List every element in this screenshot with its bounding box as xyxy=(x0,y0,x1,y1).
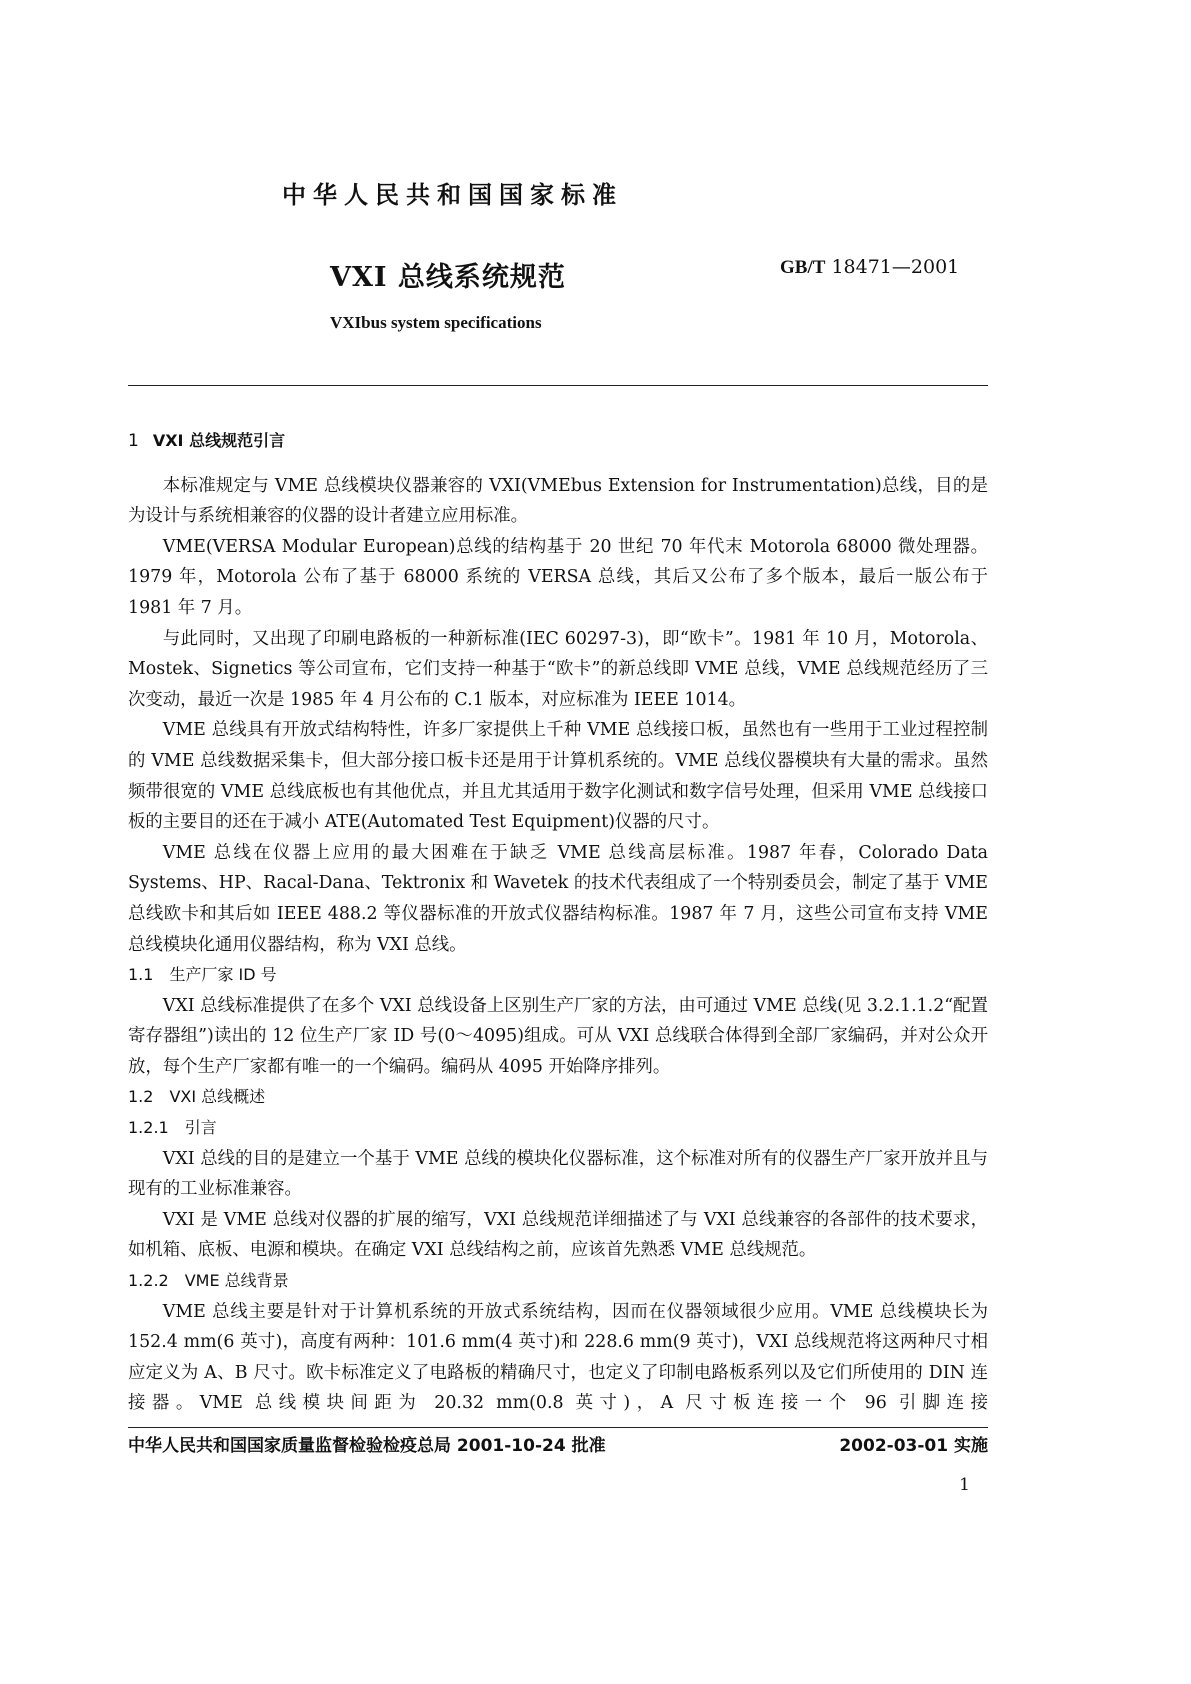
section-title: VXI 总线概述 xyxy=(169,1087,266,1107)
section-heading xyxy=(128,426,988,457)
section-title: 引言 xyxy=(184,1118,217,1138)
paragraph: VXI 总线标准提供了在多个 VXI 总线设备上区别生产厂家的方法，由可通过 VME 总线(见 3.2.1.1.2“配置寄存器组”)读出的 12 位生产厂家 ID 号(0～4095)组成。可从 VXI 总线联合体得到全部厂家编码，并对公众开放，每个生产厂家都有唯一的一个编码。编码从 4095 开始降序排列。 xyxy=(128,995,988,1077)
section-title: 生产厂家 ID 号 xyxy=(169,965,277,985)
english-title: VXIbus system specifications xyxy=(330,313,542,332)
footer-divider xyxy=(128,1427,988,1428)
document-body xyxy=(128,426,988,1419)
section-title: VME 总线背景 xyxy=(184,1271,289,1291)
paragraph: VME 总线在仪器上应用的最大困难在于缺乏 VME 总线高层标准。1987 年春，Colorado Data Systems、HP、Racal-Dana、Tektronix 和 Wavetek 的技术代表组成了一个特别委员会，制定了基于 VME 总线欧卡和其后如 IEEE 488.2 等仪器标准的开放式仪器结构标准。1987 年 7 月，这些公司宣布支持 VME 总线模块化通用仪器结构，称为 VXI 总线。 xyxy=(128,842,988,955)
paragraph: 本标准规定与 VME 总线模块仪器兼容的 VXI(VMEbus Extension for Instrumentation)总线，目的是为设计与系统相兼容的仪器的设计者建立应用标准。 xyxy=(128,475,988,527)
section-number: 1.2 xyxy=(128,1087,154,1107)
section-number: 1 xyxy=(128,431,139,451)
standard-number xyxy=(780,256,959,279)
footer-row xyxy=(128,1434,988,1458)
subsection-heading xyxy=(128,1113,988,1144)
header-divider xyxy=(128,385,988,386)
paragraph: VXI 是 VME 总线对仪器的扩展的缩写，VXI 总线规范详细描述了与 VXI 总线兼容的各部件的技术要求，如机箱、底板、电源和模块。在确定 VXI 总线结构之前，应该首先熟悉 VME 总线规范。 xyxy=(128,1209,988,1261)
implementation-date: 2002-03-01 实施 xyxy=(839,1436,988,1456)
standard-type-heading: 中华人民共和国国家标准 xyxy=(282,181,623,209)
section-number: 1.2.2 xyxy=(128,1271,169,1291)
paragraph: VME(VERSA Modular European)总线的结构基于 20 世纪 70 年代末 Motorola 68000 微处理器。1979 年，Motorola 公布了基于 68000 系统的 VERSA 总线，其后又公布了多个版本，最后一版公布于 1981 年 7 月。 xyxy=(128,536,988,618)
standard-prefix: GB/T xyxy=(780,257,826,278)
paragraph: VME 总线具有开放式结构特性，许多厂家提供上千种 VME 总线接口板，虽然也有一些用于工业过程控制的 VME 总线数据采集卡，但大部分接口板卡还是用于计算机系统的。VME 总线仪器模块有大量的需求。虽然频带很宽的 VME 总线底板也有其他优点，并且尤其适用于数字化测试和数字信号处理，但采用 VME 总线接口板的主要目的还在于减小 ATE(Automated Test Equipment)仪器的尺寸。 xyxy=(128,720,988,833)
document-title: VXI 总线系统规范 xyxy=(330,262,566,293)
subsection-heading xyxy=(128,1266,988,1297)
page-flow xyxy=(128,426,988,1536)
paragraph: 与此同时，又出现了印刷电路板的一种新标准(IEC 60297-3)，即“欧卡”。1981 年 10 月，Motorola、Mostek、Signetics 等公司宣布，它们支持一种基于“欧卡”的新总线即 VME 总线，VME 总线规范经历了三次变动，最近一次是 1985 年 4 月公布的 C.1 版本，对应标准为 IEEE 1014。 xyxy=(128,628,988,710)
section-title: VXI 总线规范引言 xyxy=(152,431,286,450)
subsection-heading xyxy=(128,960,988,991)
page-number: 1 xyxy=(959,1475,970,1495)
section-number: 1.1 xyxy=(128,965,154,985)
paragraph: VME 总线主要是针对于计算机系统的开放式系统结构，因而在仪器领域很少应用。VME 总线模块长为 152.4 mm(6 英寸)，高度有两种：101.6 mm(4 英寸)和 228.6 mm(9 英寸)，VXI 总线规范将这两种尺寸相应定义为 A、B 尺寸。欧卡标准定义了电路板的精确尺寸，也定义了印制电路板系列以及它们所使用的 DIN 连接器。VME 总线模块间距为 20.32 mm(0.8 英寸)，A 尺寸板连接一个 96 引脚连接 xyxy=(128,1301,988,1414)
issue-date: 中华人民共和国国家质量监督检验检疫总局 2001-10-24 批准 xyxy=(128,1436,606,1456)
section-number: 1.2.1 xyxy=(128,1118,169,1138)
standard-code: 18471—2001 xyxy=(831,256,960,278)
paragraph: VXI 总线的目的是建立一个基于 VME 总线的模块化仪器标准，这个标准对所有的仪器生产厂家开放并且与现有的工业标准兼容。 xyxy=(128,1148,988,1200)
subsection-heading xyxy=(128,1082,988,1113)
